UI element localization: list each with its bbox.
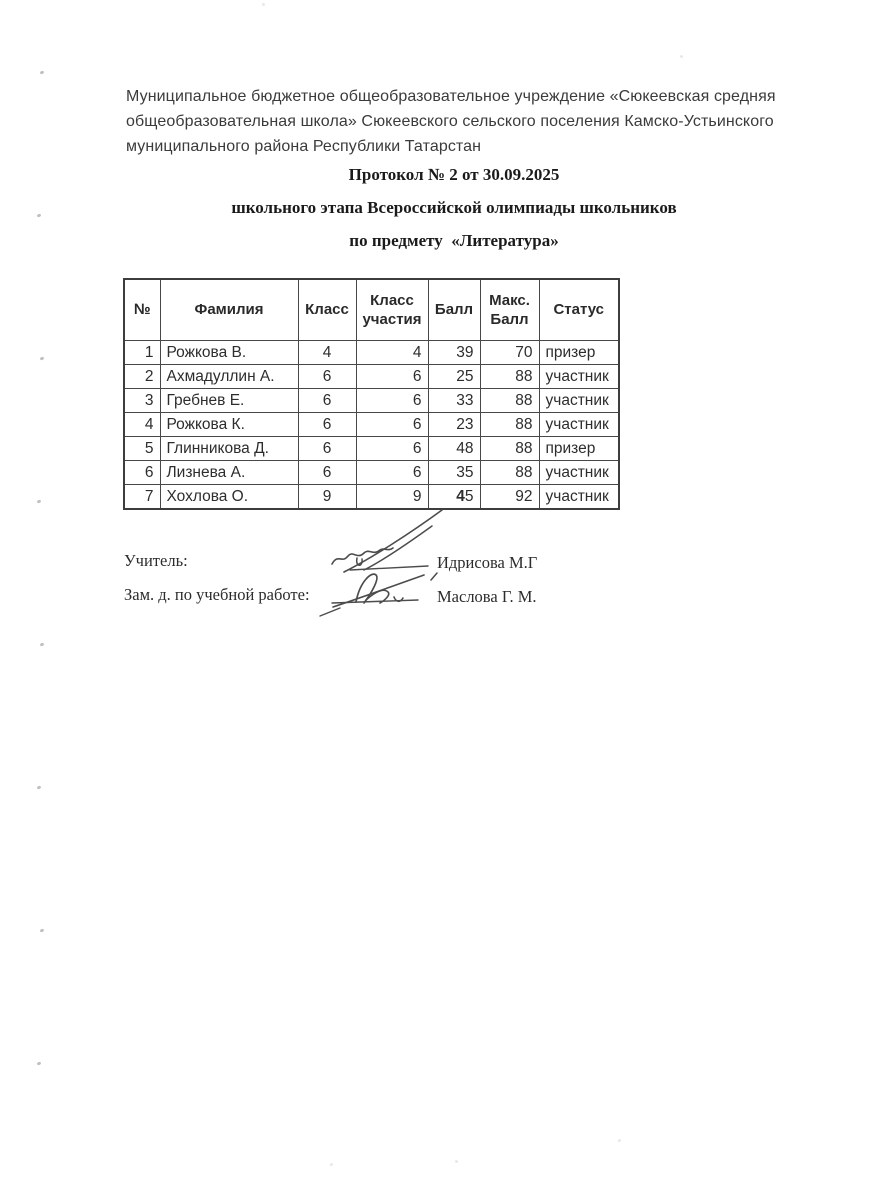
teacher-name: Идрисова М.Г	[437, 553, 538, 572]
cell-status: участник	[539, 365, 619, 389]
cell-name: Ахмадуллин А.	[160, 365, 298, 389]
cell-max-score: 88	[480, 437, 539, 461]
table-row	[124, 341, 619, 365]
cell-num: 5	[124, 437, 160, 461]
scan-speckle	[40, 356, 45, 360]
scan-speckle	[680, 55, 684, 59]
cell-num: 1	[124, 341, 160, 365]
scan-speckle	[37, 1061, 42, 1065]
table-row	[124, 437, 619, 461]
results-table	[123, 278, 620, 510]
deputy-name: Маслова Г. М.	[437, 587, 537, 606]
cell-grade: 6	[298, 365, 356, 389]
cell-max-score: 88	[480, 389, 539, 413]
cell-max-score: 70	[480, 341, 539, 365]
scan-speckle	[40, 70, 45, 74]
cell-score: 48	[428, 437, 480, 461]
scan-speckle	[37, 785, 42, 789]
scan-speckle	[455, 1160, 459, 1164]
protocol-subject: по предмету «Литература»	[349, 231, 559, 250]
scan-speckle	[262, 3, 266, 7]
cell-num: 6	[124, 461, 160, 485]
header-participation-grade: Класс участия	[356, 279, 428, 341]
table-row	[124, 365, 619, 389]
cell-max-score: 88	[480, 365, 539, 389]
scan-speckle	[40, 642, 45, 646]
scan-speckle	[37, 213, 42, 217]
cell-grade: 6	[298, 461, 356, 485]
table-header-row	[124, 279, 619, 341]
cell-name: Глинникова Д.	[160, 437, 298, 461]
cell-grade: 4	[298, 341, 356, 365]
protocol-title: Протокол № 2 от 30.09.2025	[348, 165, 560, 184]
cell-status: участник	[539, 485, 619, 510]
teacher-signature-label: Учитель:	[124, 551, 188, 570]
cell-participation-grade: 6	[356, 365, 428, 389]
cell-status: участник	[539, 413, 619, 437]
cell-participation-grade: 6	[356, 461, 428, 485]
cell-participation-grade: 4	[356, 341, 428, 365]
cell-num: 4	[124, 413, 160, 437]
organization-header: Муниципальное бюджетное общеобразовательное учреждение «Сюкеевская средняя общеобразовательная школа» Сюкеевского сельского поселения Камско-Устьинского муниципального района Республики Татарстан	[126, 88, 776, 155]
cell-name: Рожкова К.	[160, 413, 298, 437]
cell-name: Гребнев Е.	[160, 389, 298, 413]
cell-name: Лизнева А.	[160, 461, 298, 485]
deputy-signature-ink-icon	[312, 552, 454, 620]
header-score: Балл	[428, 279, 480, 341]
cell-max-score: 88	[480, 461, 539, 485]
cell-grade: 6	[298, 437, 356, 461]
scan-speckle	[618, 1139, 622, 1143]
cell-participation-grade: 6	[356, 389, 428, 413]
cell-score: 39	[428, 341, 480, 365]
document-titles	[126, 165, 782, 264]
cell-participation-grade: 6	[356, 413, 428, 437]
cell-num: 7	[124, 485, 160, 510]
cell-grade: 9	[298, 485, 356, 510]
cell-max-score: 88	[480, 413, 539, 437]
header-status: Статус	[539, 279, 619, 341]
cell-status: участник	[539, 389, 619, 413]
scan-speckle	[37, 499, 42, 503]
cell-status: призер	[539, 437, 619, 461]
cell-participation-grade: 9	[356, 485, 428, 510]
header-name: Фамилия	[160, 279, 298, 341]
cell-name: Рожкова В.	[160, 341, 298, 365]
cell-score: 25	[428, 365, 480, 389]
cell-score: 35	[428, 461, 480, 485]
cell-score-corrected: 45	[428, 485, 480, 510]
cell-grade: 6	[298, 413, 356, 437]
cell-grade: 6	[298, 389, 356, 413]
protocol-subtitle: школьного этапа Всероссийской олимпиады школьников	[231, 198, 677, 217]
header-max-score: Макс. Балл	[480, 279, 539, 341]
scan-speckle	[330, 1163, 334, 1167]
cell-participation-grade: 6	[356, 437, 428, 461]
cell-num: 3	[124, 389, 160, 413]
scan-speckle	[40, 928, 45, 932]
cell-status: участник	[539, 461, 619, 485]
cell-max-score: 92	[480, 485, 539, 510]
header-num: №	[124, 279, 160, 341]
table-row	[124, 413, 619, 437]
cell-score: 23	[428, 413, 480, 437]
table-row	[124, 389, 619, 413]
deputy-signature-label: Зам. д. по учебной работе:	[124, 585, 310, 604]
cell-name: Хохлова О.	[160, 485, 298, 510]
cell-status: призер	[539, 341, 619, 365]
table-row	[124, 461, 619, 485]
header-grade: Класс	[298, 279, 356, 341]
cell-score: 33	[428, 389, 480, 413]
cell-num: 2	[124, 365, 160, 389]
